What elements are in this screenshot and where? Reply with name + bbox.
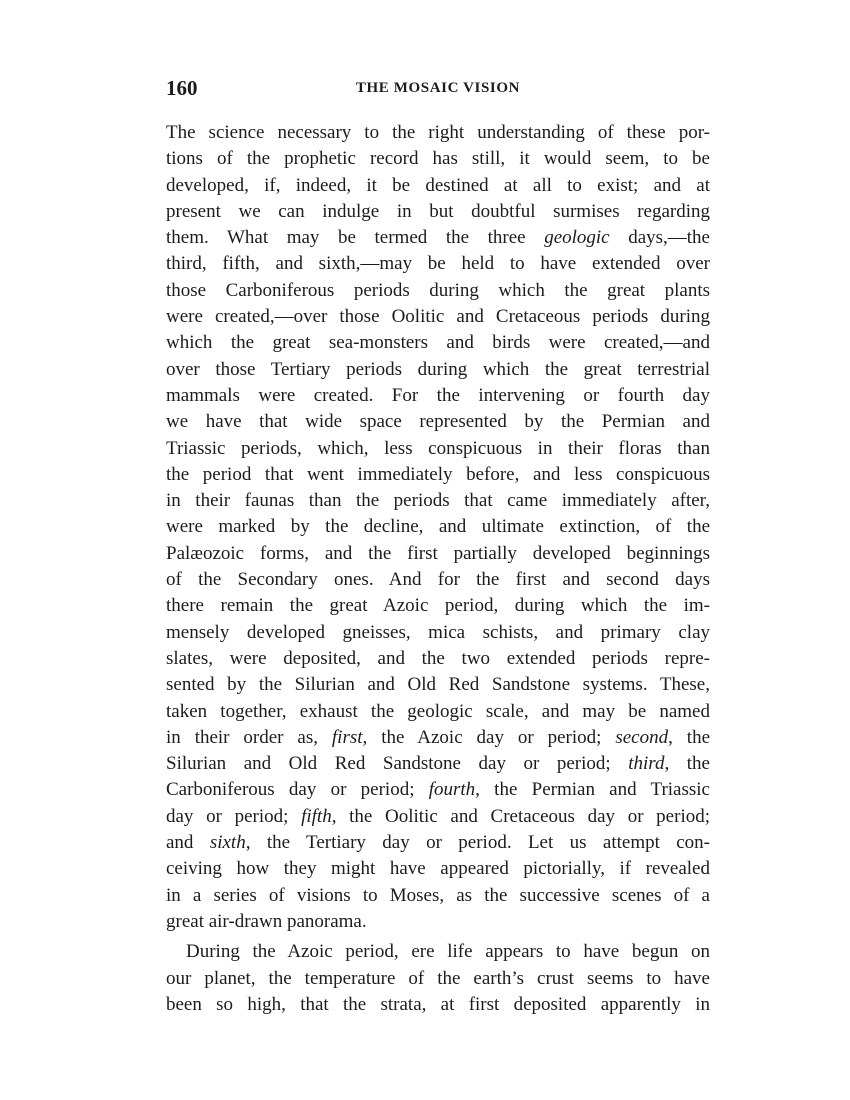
italic-text: third, [628, 753, 670, 775]
text-line [166, 199, 710, 225]
text-segment: ceiving how they might have appeared pictorially, if revealed [166, 858, 710, 880]
text-line [166, 856, 710, 882]
text-line [166, 225, 710, 251]
text-line [166, 725, 710, 751]
text-segment: the [669, 753, 710, 775]
text-segment: During the Azoic period, ere life appears to have begun on [186, 941, 710, 963]
text-segment: them. What may be termed the three [166, 227, 545, 249]
text-line [166, 251, 710, 277]
text-line [166, 436, 710, 462]
text-segment: day or period; [166, 805, 302, 827]
paragraph-1 [166, 120, 710, 935]
text-segment: slates, were deposited, and the two extended periods repre- [166, 647, 710, 669]
text-segment: the Oolitic and Cretaceous day or period; [336, 805, 710, 827]
text-line [166, 883, 710, 909]
running-title: THE MOSAIC VISION [355, 80, 521, 96]
text-line [166, 909, 710, 935]
text-segment: sented by the Silurian and Old Red Sandstone systems. These, [166, 674, 710, 696]
text-line [166, 751, 710, 777]
text-line [166, 278, 710, 304]
text-segment: tions of the prophetic record has still, it would seem, to be [166, 148, 710, 170]
text-segment: the Tertiary day or period. Let us attempt con- [250, 832, 711, 854]
text-line [166, 804, 710, 830]
text-line [166, 146, 710, 172]
running-header [166, 76, 710, 106]
text-segment: which the great sea-monsters and birds were created,—and [166, 332, 710, 354]
text-segment: Palæozoic forms, and the first partially developed beginnings [166, 542, 710, 564]
text-segment: Silurian and Old Red Sandstone day or period; [166, 753, 629, 775]
text-segment: Triassic periods, which, less conspicuous in their floras than [166, 437, 710, 459]
italic-text: second, [615, 726, 673, 748]
text-line [166, 462, 710, 488]
italic-text: fifth, [301, 805, 337, 827]
text-line [166, 672, 710, 698]
text-line [166, 357, 710, 383]
text-segment: third, fifth, and sixth,—may be held to have extended over [166, 253, 710, 275]
text-segment: The science necessary to the right understanding of these por- [166, 122, 710, 143]
text-segment: great air-drawn panorama. [166, 910, 367, 932]
italic-text: sixth, [209, 832, 251, 854]
paragraph-2 [166, 939, 710, 1018]
text-segment: in their order as, [166, 726, 332, 748]
text-segment: in a series of visions to Moses, as the successive scenes of a [166, 884, 710, 906]
text-segment: developed, if, indeed, it be destined at all to exist; and at [166, 174, 710, 196]
text-line [166, 173, 710, 199]
text-line [166, 488, 710, 514]
page-number: 160 [166, 76, 198, 100]
text-segment: the Permian and Triassic [479, 779, 710, 801]
text-segment: taken together, exhaust the geologic scale, and may be named [166, 700, 710, 722]
text-segment: those Carboniferous periods during which the great plants [166, 279, 710, 301]
italic-text: first, [331, 726, 368, 748]
text-segment: the [672, 726, 710, 748]
text-line [166, 939, 710, 965]
text-line [166, 699, 710, 725]
text-line [166, 304, 710, 330]
text-segment: days,—the [609, 227, 710, 249]
text-line [166, 120, 710, 146]
text-line [166, 409, 710, 435]
text-line [166, 567, 710, 593]
italic-text: fourth, [428, 779, 480, 801]
text-line [166, 541, 710, 567]
text-segment: mensely developed gneisses, mica schists, and primary clay [166, 621, 710, 643]
text-segment: were created,—over those Oolitic and Cretaceous periods during [166, 306, 710, 328]
text-segment: Carboniferous day or period; [166, 779, 429, 801]
text-line [166, 777, 710, 803]
text-segment: the Azoic day or period; [367, 726, 616, 748]
text-segment: been so high, that the strata, at first deposited apparently in [166, 993, 710, 1015]
italic-text: geologic [544, 227, 610, 249]
text-segment: over those Tertiary periods during which the great terrestrial [166, 358, 710, 380]
text-segment: and [166, 832, 210, 854]
text-segment: were marked by the decline, and ultimate extinction, of the [166, 516, 710, 538]
text-line [166, 646, 710, 672]
text-line [166, 830, 710, 856]
text-segment: of the Secondary ones. And for the first and second days [166, 569, 710, 591]
text-line [166, 992, 710, 1018]
text-line [166, 383, 710, 409]
text-segment: present we can indulge in but doubtful surmises regarding [166, 200, 710, 222]
text-segment: mammals were created. For the intervening or fourth day [166, 384, 710, 406]
text-segment: our planet, the temperature of the earth’s crust seems to have [166, 967, 710, 989]
text-line [166, 514, 710, 540]
text-segment: the period that went immediately before, and less conspicuous [166, 463, 710, 485]
text-segment: there remain the great Azoic period, during which the im- [166, 595, 710, 617]
book-page [166, 76, 710, 1018]
text-line [166, 620, 710, 646]
text-line [166, 593, 710, 619]
text-segment: in their faunas than the periods that came immediately after, [166, 490, 710, 512]
text-line [166, 330, 710, 356]
text-segment: we have that wide space represented by the Permian and [166, 411, 710, 433]
text-line [166, 966, 710, 992]
